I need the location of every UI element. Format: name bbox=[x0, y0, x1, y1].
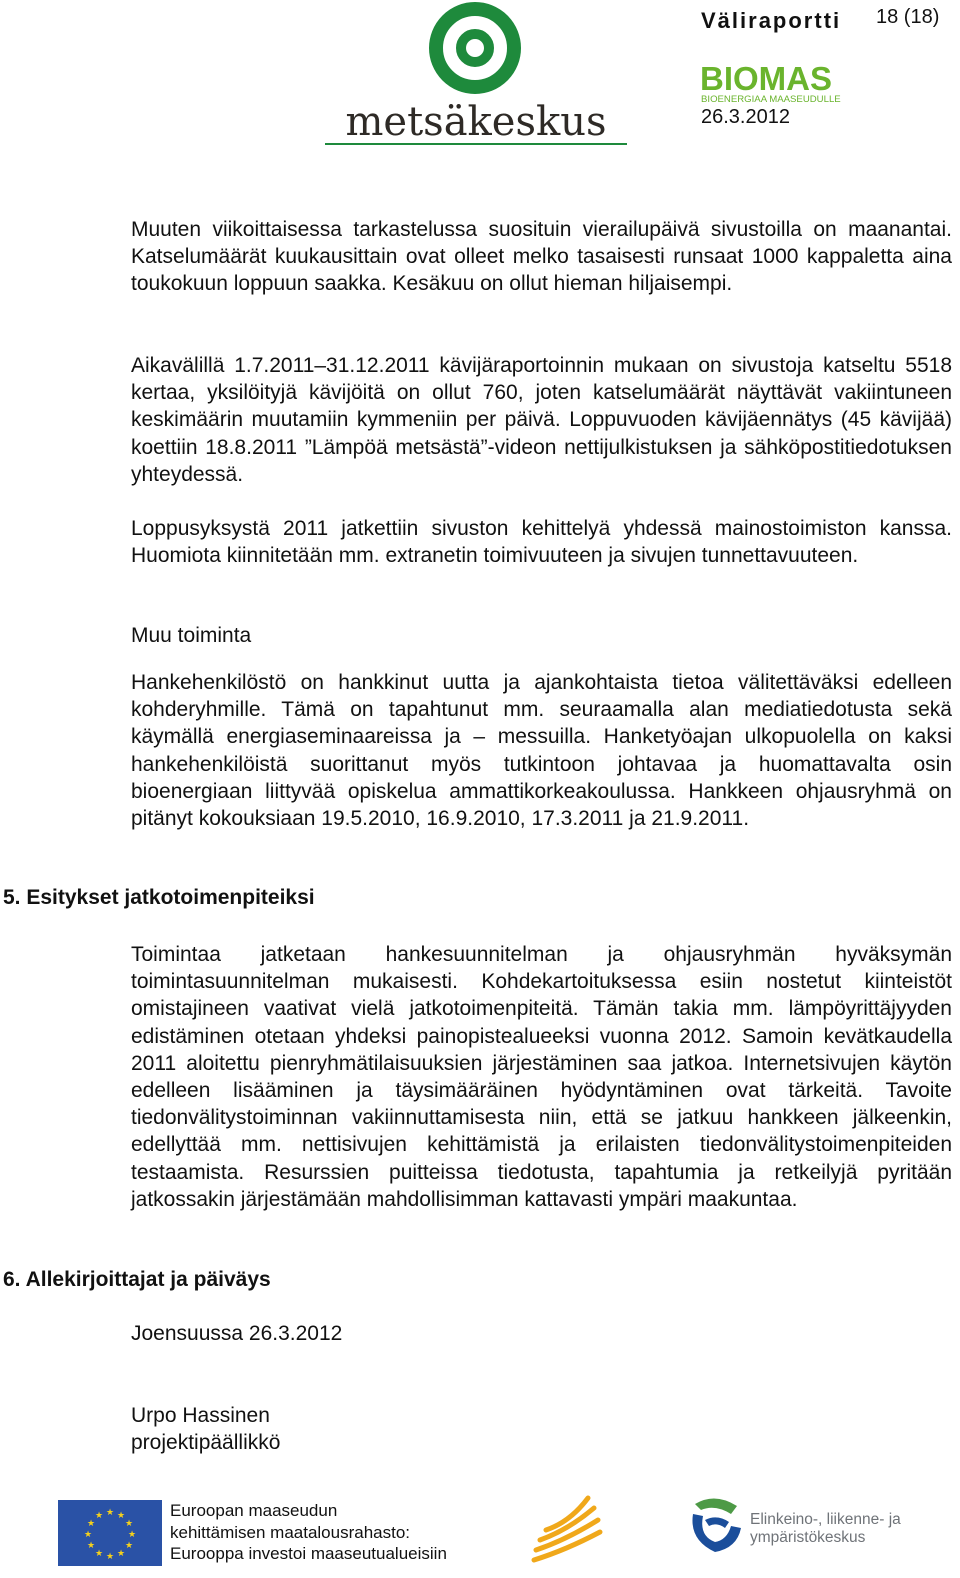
leader-logo-icon bbox=[530, 1488, 604, 1568]
biomas-logo-subtitle: BIOENERGIAA MAASEUDULLE bbox=[701, 94, 841, 105]
svg-text:★: ★ bbox=[124, 1519, 134, 1529]
svg-text:★: ★ bbox=[86, 1519, 96, 1529]
paragraph-further-actions: Toimintaa jatketaan hankesuunnitelman ja ohjausryhmän hyväksymän toimintasuunnitelman mukaisesti. Kohdekartoituksessa esiin nostetut kiinteistöt omistajineen vaativat vielä jatkotoimenpiteitä. Tämän takia mm. lämpöyrittäjyyden edistäminen otetaan yhdeksi painopistealueeksi vuonna 2012. Samoin kevätkaudella 2011 aloitettu pienryhmätilaisuuksien järjestäminen saa jatkoa. Internetsivujen käytön edelleen lisääminen ja täysimääräinen hyödyntäminen ovat tärkeitä. Tavoite tiedonvälitystoiminnan vakiinnuttamisesta niin, että se jatkuu hankkeen jälkeenkin, edellyttää mm. nettisivujen kehittämistä ja erilaisten tiedonvälitystoimenpiteiden testaamista. Resurssien puitteissa tiedotusta, tapahtumia ja retkeilyjä pyritään jatkossakin järjestämään mahdollisimman kattavasti ympäri maakuntaa. bbox=[131, 943, 952, 1211]
metsakeskus-logo-text: metsäkeskus bbox=[345, 99, 607, 145]
svg-text:★: ★ bbox=[116, 1549, 126, 1559]
svg-text:★: ★ bbox=[127, 1530, 137, 1540]
signature-place-date: Joensuussa 26.3.2012 bbox=[131, 1322, 343, 1345]
paragraph-visitor-statistics: Aikavälillä 1.7.2011–31.12.2011 kävijäraportoinnin mukaan on sivustoja katseltu 5518 kertaa, yksilöityjä kävijöitä on ollut 760, joten katselumäärät näyttävät vakiintuneen keskimäärin muutamiin kymmeniin per päivä. Loppuvuoden kävijäennätys (45 kävijää) koettiin 18.8.2011 ”Lämpöä metsästä”-videon nettijulkistuksen ja sähköpostitiedotuksen yhteydessä. bbox=[131, 354, 952, 486]
document-date: 26.3.2012 bbox=[701, 106, 790, 128]
eu-fund-text bbox=[170, 1500, 447, 1565]
ely-text bbox=[750, 1511, 901, 1547]
svg-text:★: ★ bbox=[83, 1530, 93, 1540]
page-number: 18 (18) bbox=[876, 6, 940, 28]
ely-logo-icon bbox=[687, 1494, 743, 1556]
ely-line-1: Elinkeino-, liikenne- ja bbox=[750, 1511, 901, 1528]
eu-flag-icon bbox=[58, 1500, 162, 1566]
section-heading-6: 6. Allekirjoittajat ja päiväys bbox=[3, 1268, 271, 1291]
svg-text:★: ★ bbox=[124, 1541, 134, 1551]
document-type: Väliraportti bbox=[701, 8, 842, 33]
eu-fund-line-2: kehittämisen maatalousrahasto: bbox=[170, 1522, 411, 1542]
signer-name: Urpo Hassinen bbox=[131, 1404, 270, 1427]
ely-line-2: ympäristökeskus bbox=[750, 1529, 866, 1546]
svg-text:★: ★ bbox=[116, 1511, 126, 1521]
paragraph-weekday-visits: Muuten viikoittaisessa tarkastelussa suosituin vierailupäivä sivustoilla on maanantai. Katselumäärät kuukausittain ovat olleet melko tasaisesti runsaat 1000 kappaletta aina toukokuun loppuun saakka. Kesäkuu on ollut hieman hiljaisempi. bbox=[131, 218, 952, 296]
svg-text:★: ★ bbox=[94, 1549, 104, 1559]
section-heading-5: 5. Esitykset jatkotoimenpiteiksi bbox=[3, 886, 315, 909]
signer-title: projektipäällikkö bbox=[131, 1431, 281, 1454]
svg-text:★: ★ bbox=[105, 1552, 115, 1562]
svg-text:★: ★ bbox=[105, 1508, 115, 1518]
metsakeskus-logo bbox=[325, 2, 627, 148]
svg-text:★: ★ bbox=[86, 1541, 96, 1551]
svg-text:★: ★ bbox=[94, 1511, 104, 1521]
eu-fund-line-1: Euroopan maaseudun bbox=[170, 1501, 338, 1520]
paragraph-site-development: Loppusyksystä 2011 jatkettiin sivuston kehittelyä yhdessä mainostoimiston kanssa. Huomiota kiinnitetään mm. extranetin toimivuuteen ja sivujen tunnettavuuteen. bbox=[131, 517, 952, 568]
paragraph-other-activities: Hankehenkilöstö on hankkinut uutta ja ajankohtaista tietoa välitettäväksi edelleen kohderyhmille. Tämä on tapahtunut mm. seuraamalla alan mediatiedotusta sekä käymällä energiaseminaareissa ja – messuilla. Hanketyöajan ulkopuolella on kaksi hankehenkilöistä suorittanut myös tutkintoon johtavaa ja huomattavalta osin bioenergiaan liittyvää opiskelua ammattikorkeakoulussa. Hankkeen ohjausryhmä on pitänyt kokouksiaan 19.5.2010, 16.9.2010, 17.3.2011 ja 21.9.2011. bbox=[131, 671, 952, 831]
biomas-logo-text: BIOMAS bbox=[700, 62, 832, 97]
eu-fund-line-3: Eurooppa investoi maaseutualueisiin bbox=[170, 1544, 447, 1563]
biomas-logo bbox=[700, 62, 842, 106]
subheading-other-activities: Muu toiminta bbox=[131, 624, 252, 647]
